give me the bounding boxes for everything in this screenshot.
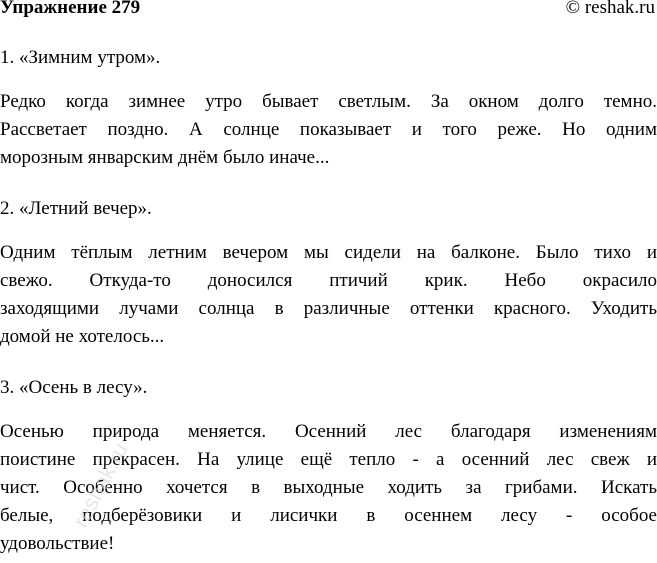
page-header [0, 0, 657, 25]
paragraph-line: домой не хотелось... [0, 326, 165, 347]
paragraph-line: чист. Особенно хочется в выходные ходить за грибами. Искать [0, 477, 657, 498]
exercise-title: Упражнение 279 [0, 0, 141, 18]
paragraph-summer-evening [0, 239, 657, 351]
section-title-autumn-forest: 3. «Осень в лесу». [0, 377, 148, 398]
watermark: reshak.ru [67, 438, 133, 532]
paragraph-line: Одним тёплым летним вечером мы сидели на балконе. Было тихо и [0, 242, 657, 263]
paragraph-line: свежо. Откуда-то доносился птичий крик. Небо окрасило [0, 270, 657, 291]
source-credit: © reshak.ru [565, 0, 655, 18]
paragraph-line: белые, подберёзовики и лисички в осеннем лесу - особое [0, 505, 657, 526]
paragraph-line: удовольствие! [0, 533, 115, 554]
paragraph-line: Рассветает поздно. А солнце показывает и того реже. Но одним [0, 119, 657, 140]
paragraph-line: морозным январским днём было иначе... [0, 147, 330, 168]
section-title-winter-morning: 1. «Зимним утром». [0, 47, 161, 68]
paragraph-line: Осенью природа меняется. Осенний лес благодаря изменениям [0, 421, 657, 442]
paragraph-line: Редко когда зимнее утро бывает светлым. За окном долго темно. [0, 91, 657, 112]
section-title-summer-evening: 2. «Летний вечер». [0, 198, 152, 219]
paragraph-winter-morning [0, 88, 657, 172]
paragraph-line: поистине прекрасен. На улице ещё тепло - а осенний лес свеж и [0, 449, 657, 470]
paragraph-line: заходящими лучами солнца в различные оттенки красного. Уходить [0, 298, 657, 319]
